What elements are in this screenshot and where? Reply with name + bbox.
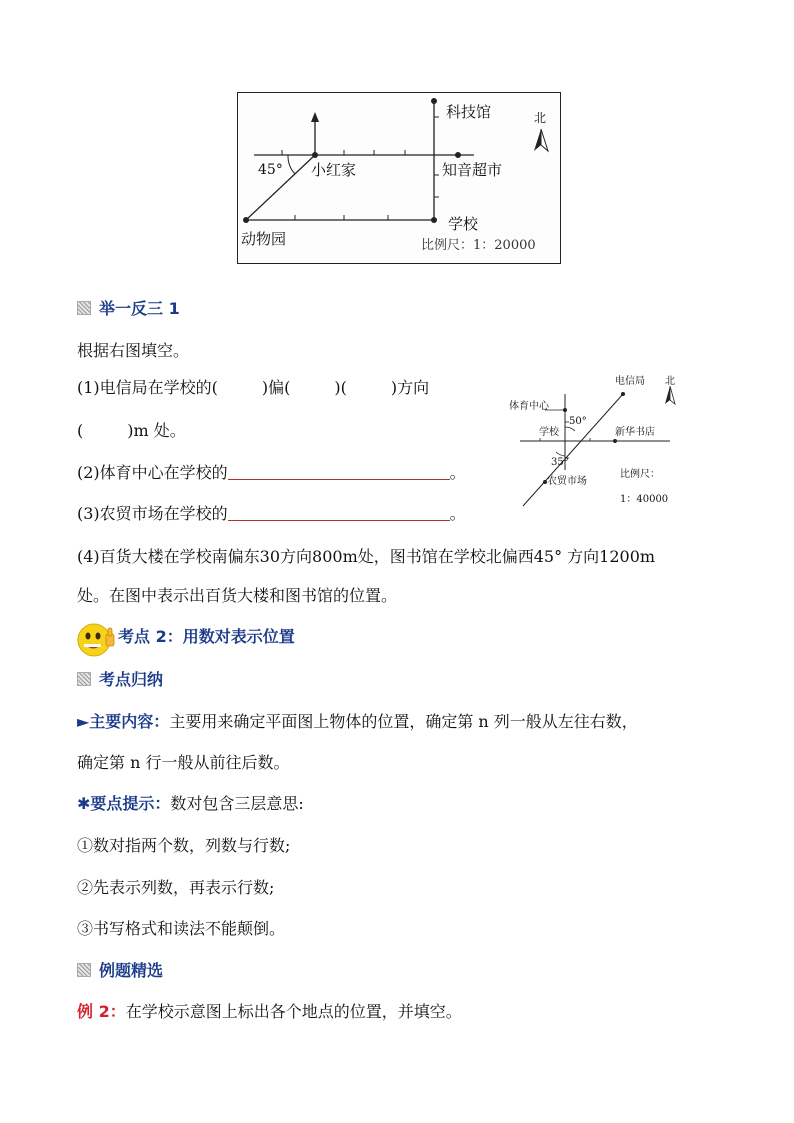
summary-heading: 考点归纳 — [77, 669, 163, 691]
question-1-cont: ( )m 处。 — [77, 421, 186, 440]
label-sports-centre: 体育中心 — [509, 401, 549, 412]
question-3: (3)农贸市场在学校的 。 — [77, 504, 466, 523]
label-market: 农贸市场 — [547, 476, 587, 487]
angle-35-label: 35° — [551, 457, 569, 468]
tip-line: ✱要点提示：数对包含三层意思: — [77, 794, 304, 813]
question-1: (1)电信局在学校的( )偏( )( )方向 — [77, 378, 430, 397]
label-zoo: 动物园 — [241, 230, 287, 248]
angle-50-label: 50° — [569, 416, 587, 427]
section-heading-1: 举一反三 1 — [77, 298, 180, 320]
label-xiaohong-home: 小红家 — [311, 161, 357, 179]
question-4-line-2: 处。在图中表示出百货大楼和图书馆的位置。 — [77, 586, 398, 605]
point-2: ②先表示列数，再表示行数; — [77, 878, 275, 897]
north-label: 北 — [534, 111, 547, 125]
example-2: 例 2：在学校示意图上标出各个地点的位置，并填空。 — [77, 1002, 462, 1021]
main-content-line-2: 确定第 n 行一般从前往后数。 — [77, 753, 290, 772]
main-content-line-1: ►主要内容：主要用来确定平面图上物体的位置，确定第 n 列一般从左往右数， — [77, 712, 638, 731]
answer-line[interactable] — [228, 503, 450, 521]
section-marker — [77, 672, 91, 686]
label-telecom: 电信局 — [615, 376, 645, 387]
answer-line[interactable] — [228, 462, 450, 480]
example-heading: 例题精选 — [77, 960, 163, 982]
label-supermarket: 知音超市 — [442, 161, 503, 179]
question-2: (2)体育中心在学校的 。 — [77, 463, 466, 482]
point-1: ①数对指两个数，列数与行数; — [77, 836, 291, 855]
kaodian-title: 考点 2：用数对表示位置 — [118, 627, 295, 646]
label-bookstore: 新华书店 — [615, 427, 655, 438]
section-marker — [77, 301, 91, 315]
label-school-2: 学校 — [539, 427, 559, 438]
label-school: 学校 — [448, 215, 479, 233]
scale-label: 比例尺：1：20000 — [421, 238, 536, 253]
question-4-line-1: (4)百货大楼在学校南偏东30方向800m处，图书馆在学校北偏西45° 方向1200m — [77, 547, 656, 566]
label-science-museum: 科技馆 — [446, 103, 492, 121]
map-figure-1 — [237, 92, 561, 264]
map-figure-2 — [505, 372, 685, 512]
map-figure-2-drawing — [505, 372, 685, 512]
scale-label-2: 比例尺： — [620, 469, 660, 480]
section-marker — [77, 963, 91, 977]
angle-label: 45° — [258, 162, 283, 178]
smiley-thumbs-up-icon — [76, 620, 118, 658]
point-3: ③书写格式和读法不能颠倒。 — [77, 919, 286, 938]
north-label-2: 北 — [665, 376, 675, 387]
scale-value-2: 1：40000 — [620, 494, 669, 505]
intro-text: 根据右图填空。 — [77, 341, 190, 360]
